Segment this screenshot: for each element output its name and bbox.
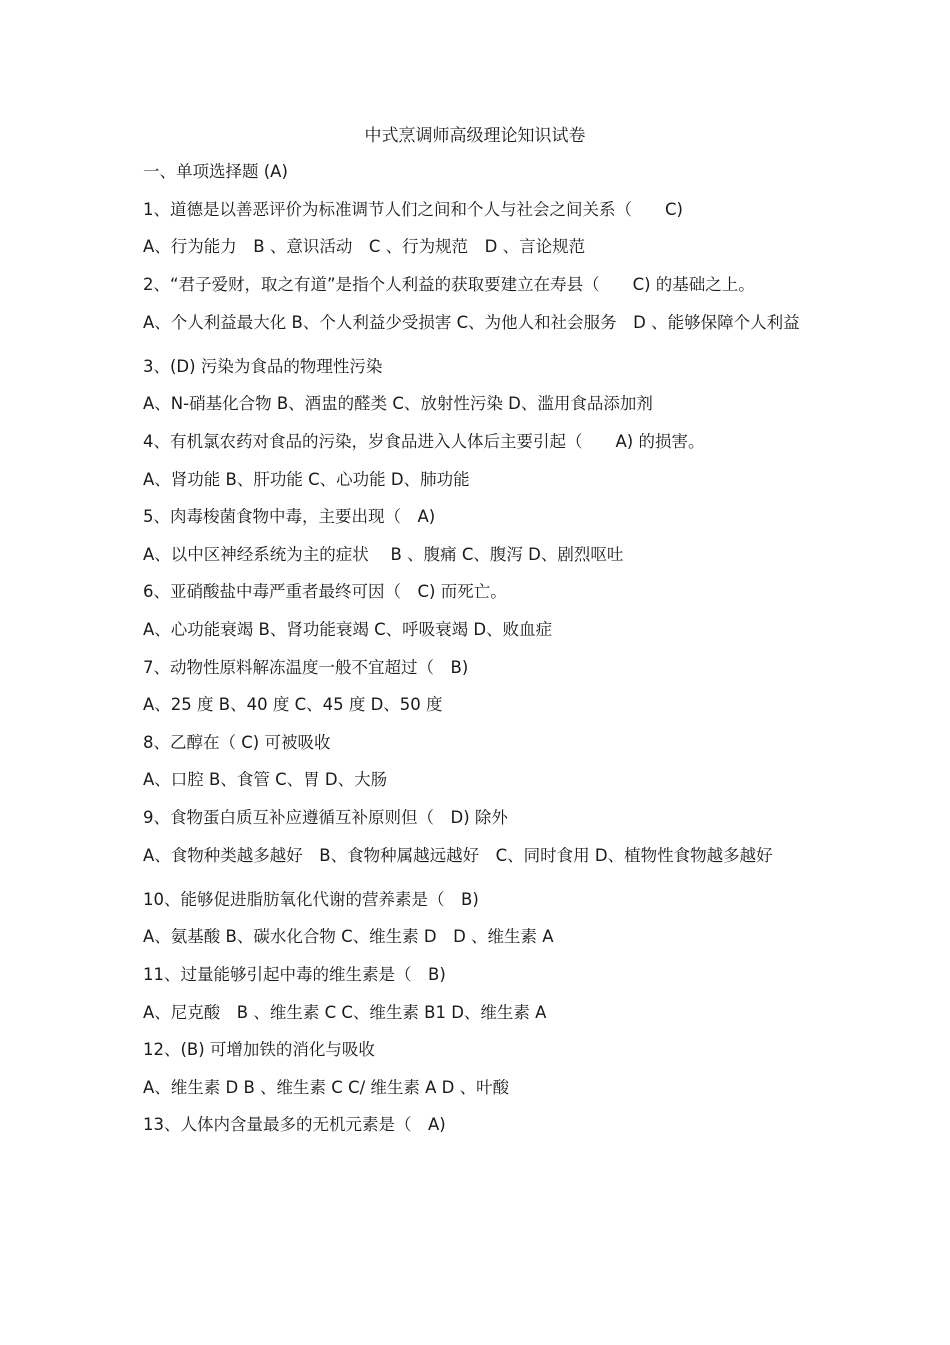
question-7: 7、动物性原料解冻温度一般不宜超过（ B)	[143, 657, 469, 677]
question-8: 8、乙醇在（ C) 可被吸收	[143, 732, 331, 752]
section-heading: 一、单项选择题 (A)	[143, 162, 288, 181]
document-title: 中式烹调师高级理论知识试卷	[364, 126, 586, 146]
document-body	[143, 160, 808, 1151]
question-1: 1、道德是以善恶评价为标准调节人们之间和个人与社会之间关系（ C)	[143, 199, 683, 219]
question-4: 4、有机氯农药对食品的污染，岁食品进入人体后主要引起（ A) 的损害。	[143, 431, 705, 451]
options-6: A、心功能衰竭 B、肾功能衰竭 C、呼吸衰竭 D、败血症	[143, 619, 553, 639]
options-5: A、以中区神经系统为主的症状 B 、腹痛 C、腹泻 D、剧烈呕吐	[143, 544, 624, 564]
options-2: A、个人利益最大化 B、个人利益少受损害 C、为他人和社会服务 D 、能够保障个人利益	[143, 312, 800, 332]
question-12: 12、(B) 可增加铁的消化与吸收	[143, 1040, 375, 1060]
options-9: A、食物种类越多越好 B、食物种属越远越好 C、同时食用 D、植物性食物越多越好	[143, 845, 773, 865]
question-13: 13、人体内含量最多的无机元素是（ A)	[143, 1115, 446, 1135]
options-10: A、氨基酸 B、碳水化合物 C、维生素 D D 、维生素 A	[143, 927, 554, 947]
question-10: 10、能够促进脂肪氧化代谢的营养素是（ B)	[143, 889, 479, 909]
question-6: 6、亚硝酸盐中毒严重者最终可因（ C) 而死亡。	[143, 582, 507, 602]
options-8: A、口腔 B、食管 C、胃 D、大肠	[143, 770, 388, 790]
options-11: A、尼克酸 B 、维生素 C C、维生素 B1 D、维生素 A	[143, 1002, 547, 1022]
options-3: A、N-硝基化合物 B、酒盅的醛类 C、放射性污染 D、滥用食品添加剂	[143, 394, 653, 414]
question-11: 11、过量能够引起中毒的维生素是（ B)	[143, 965, 446, 985]
options-1: A、行为能力 B 、意识活动 C 、行为规范 D 、言论规范	[143, 237, 586, 257]
question-9: 9、食物蛋白质互补应遵循互补原则但（ D) 除外	[143, 807, 508, 827]
question-2: 2、“君子爱财，取之有道”是指个人利益的获取要建立在寿县（ C) 的基础之上。	[143, 274, 755, 294]
question-5: 5、肉毒梭菌食物中毒，主要出现（ A)	[143, 507, 436, 527]
options-12: A、维生素 D B 、维生素 C C/ 维生素 A D 、叶酸	[143, 1077, 510, 1097]
question-3: 3、(D) 污染为食品的物理性污染	[143, 356, 383, 376]
options-7: A、25 度 B、40 度 C、45 度 D、50 度	[143, 695, 443, 715]
options-4: A、肾功能 B、肝功能 C、心功能 D、肺功能	[143, 469, 470, 489]
